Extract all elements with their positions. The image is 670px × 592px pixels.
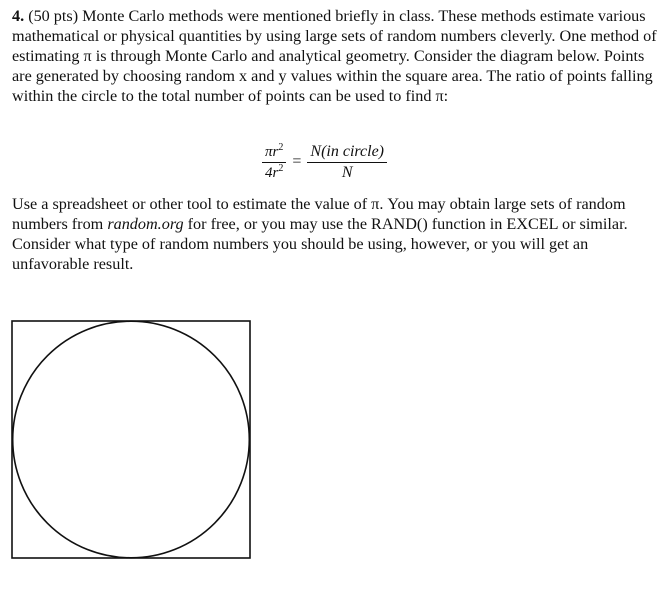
total-points-denominator: N [341, 163, 353, 181]
pi-ratio-equation [262, 138, 387, 186]
instructions-text-end: for free, or you may use the RAND() function in EXCEL or similar. Consider what type of random numbers you should be using, however, or you will get an unfavorable result. [12, 215, 628, 273]
instructions-paragraph [12, 194, 660, 274]
square-area-denominator: $4r^2$ [265, 162, 284, 181]
equals-sign: = [292, 153, 302, 170]
problem-statement [12, 6, 660, 106]
points-in-circle-numerator: N(in circle) [307, 142, 387, 163]
circle-in-square-diagram [11, 320, 253, 562]
problem-intro-text: (50 pts) Monte Carlo methods were mentioned briefly in class. These methods estimate various mathematical or physical quantities by using large sets of random numbers cleverly. One method of estimating π is through Monte Carlo and analytical geometry. Consider the diagram below. Points are generated by choosing random x and y values within the square area. The ratio of points falling within the circle to the total number of points can be used to find π: [12, 7, 657, 105]
random-org-reference: random.org [107, 215, 184, 233]
inscribed-circle [13, 321, 250, 558]
circle-area-numerator: $\pi r^2$ [262, 142, 286, 163]
problem-number: 4. [12, 7, 25, 25]
area-ratio-fraction [262, 142, 286, 183]
count-ratio-fraction [307, 142, 387, 183]
instructions-text-start: Use a spreadsheet or other tool to estimate the value of π. You may obtain large sets of random numbers from [12, 195, 626, 233]
